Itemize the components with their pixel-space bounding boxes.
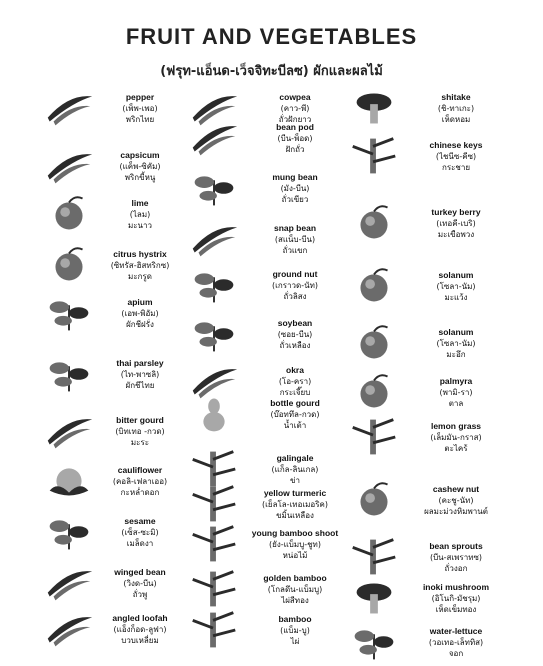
- snap-bean-icon: [185, 219, 243, 263]
- sesame-icon: [40, 512, 98, 556]
- english-name: snap bean: [273, 223, 317, 233]
- thai-name: ไผ่สีทอง: [281, 596, 309, 605]
- pronunciation: (วอเทอ-เล็ททิส): [428, 638, 484, 647]
- thai-name: ผักชีฝรั่ง: [126, 320, 154, 329]
- col3-entry: [411, 270, 501, 303]
- col3-entry: [411, 421, 501, 454]
- thai-name: กะหล่ำดอก: [120, 488, 160, 497]
- col2-entry: [250, 453, 340, 486]
- pronunciation: (ซิทรัส-ฮิสทริกซ): [110, 261, 170, 270]
- pronunciation: (เทอคี-เบริ): [436, 219, 476, 228]
- thai-name: ถั่วพู: [132, 590, 148, 599]
- col1-entry: [95, 92, 185, 125]
- pronunciation: (บีน-พ็อด): [277, 134, 313, 143]
- col2-entry: [250, 528, 340, 561]
- col2-entry: [250, 398, 340, 431]
- pepper-icon: [40, 88, 98, 132]
- thai-name: ถั่วงอก: [444, 564, 468, 573]
- col1-entry: [95, 249, 185, 282]
- english-name: solanum: [438, 327, 474, 337]
- pronunciation: (บิทเทอ -กวด): [115, 427, 165, 436]
- bamboo-icon: [185, 610, 243, 654]
- col2-entry: [250, 223, 340, 256]
- thai-name: เห็ดเข็มทอง: [435, 605, 477, 614]
- pronunciation: (แบ็ม-บู): [280, 626, 310, 635]
- col1-entry: [95, 516, 185, 549]
- pronunciation: (เล็มมัน-กราส): [430, 433, 482, 442]
- col1-entry: [95, 150, 185, 183]
- thai-name: ขมิ้นเหลือง: [276, 511, 314, 520]
- pronunciation: (แก็ล-ลินเกล): [271, 465, 319, 474]
- thai-parsley-icon: [40, 354, 98, 398]
- col2-entry: [250, 92, 340, 125]
- col1-entry: [95, 358, 185, 391]
- col3-entry: [411, 92, 501, 125]
- palmyra-icon: [345, 372, 403, 416]
- thai-name: น้ำเต้า: [283, 421, 307, 430]
- col2-entry: [250, 318, 340, 351]
- english-name: palmyra: [439, 376, 473, 386]
- thai-name: กระชาย: [441, 163, 471, 172]
- lemon-grass-icon: [345, 417, 403, 461]
- pronunciation: (ไลม): [129, 210, 151, 219]
- pronunciation: (แอ็งก็อด-ลูฟา): [113, 625, 167, 634]
- pronunciation: (คอลิ-เฟลาเออ): [112, 477, 168, 486]
- water-lettuce-icon: [345, 622, 403, 666]
- pronunciation: (ชิ-ทาเกะ): [437, 104, 475, 113]
- col3-entry: [411, 484, 501, 517]
- pronunciation: (โซลา-นัม): [436, 339, 476, 348]
- pronunciation: (เย็ลโล-เทอเมอริค): [262, 500, 328, 509]
- turkey-berry-icon: [345, 203, 403, 247]
- english-name: golden bamboo: [263, 573, 327, 583]
- thai-name: ไผ่: [290, 637, 300, 646]
- english-name: cauliflower: [117, 465, 163, 475]
- thai-name: ถั่วลิสง: [283, 292, 307, 301]
- english-name: apium: [127, 297, 153, 307]
- english-name: young bamboo shoot: [251, 528, 339, 538]
- col1-entry: [95, 297, 185, 330]
- winged-bean-icon: [40, 563, 98, 607]
- col2-entry: [250, 172, 340, 205]
- thai-name: ผลมะม่วงหิมพานต์: [424, 507, 488, 516]
- apium-icon: [40, 293, 98, 337]
- thai-name: พริกไทย: [125, 115, 155, 124]
- english-name: cowpea: [279, 92, 311, 102]
- thai-name: บวบเหลี่ยม: [121, 636, 159, 645]
- thai-name: มะเขือพวง: [437, 230, 475, 239]
- english-name: winged bean: [114, 567, 166, 577]
- thai-name: เมล็ดงา: [126, 539, 154, 548]
- english-name: mung bean: [272, 172, 318, 182]
- pronunciation: (มัง-บีน): [280, 184, 310, 193]
- thai-name: เห็ดหอม: [441, 115, 471, 124]
- english-name: capsicum: [120, 150, 160, 160]
- page-title: FRUIT AND VEGETABLES: [125, 24, 418, 49]
- col3-entry: [411, 626, 501, 659]
- english-name: yellow turmeric: [263, 488, 327, 498]
- pronunciation: (วิงด-บีน): [123, 579, 157, 588]
- lime-icon: [40, 194, 98, 238]
- cauliflower-icon: [40, 461, 98, 505]
- english-name: bottle gourd: [270, 398, 320, 408]
- col1-entry: [95, 613, 185, 646]
- thai-name: ถั่วแขก: [282, 246, 308, 255]
- bottle-gourd-icon: [185, 394, 243, 438]
- soybean-icon: [185, 314, 243, 358]
- pronunciation: (บ๊อททึล-กวด): [270, 410, 320, 419]
- col2-entry: [250, 365, 340, 398]
- english-name: bean pod: [276, 122, 314, 132]
- solanum-icon: [345, 266, 403, 310]
- thai-name: ผักชีไทย: [125, 381, 155, 390]
- thai-name: ตาล: [448, 399, 464, 408]
- english-name: soybean: [277, 318, 313, 328]
- cashew-icon: [345, 480, 403, 524]
- english-name: pepper: [125, 92, 155, 102]
- thai-name: มะนาว: [127, 221, 153, 230]
- col2-entry: [250, 269, 340, 302]
- col2-entry: [250, 122, 340, 155]
- thai-name: หน่อไม้: [282, 551, 308, 560]
- thai-name: ถั่วฝักยาว: [278, 115, 312, 124]
- pronunciation: (คาว-พี): [280, 104, 310, 113]
- pronunciation: (ไชนีซ-คีซ): [435, 152, 477, 161]
- capsicum-icon: [40, 146, 98, 190]
- english-name: bamboo: [278, 614, 312, 624]
- thai-name: ถั่วเขียว: [281, 195, 309, 204]
- english-name: chinese keys: [429, 140, 483, 150]
- pronunciation: (เซ็ส-ซะมิ): [121, 528, 159, 537]
- bitter-gourd-icon: [40, 411, 98, 455]
- col3-entry: [411, 582, 501, 615]
- pronunciation: (ซอย-บีน): [277, 330, 313, 339]
- english-name: galingale: [276, 453, 314, 463]
- col2-entry: [250, 614, 340, 647]
- english-name: lemon grass: [430, 421, 482, 431]
- english-name: thai parsley: [116, 358, 164, 368]
- thai-name: มะแว้ง: [444, 293, 468, 302]
- bamboo-shoot-icon: [185, 524, 243, 568]
- thai-name: มะกรูด: [128, 272, 152, 281]
- col2-entry: [250, 488, 340, 521]
- thai-name: กระเจี๊ยบ: [279, 388, 311, 397]
- col3-entry: [411, 376, 501, 409]
- turmeric-icon: [185, 484, 243, 528]
- col3-entry: [411, 327, 501, 360]
- col1-entry: [95, 198, 185, 231]
- col1-entry: [95, 465, 185, 498]
- thai-name: ข่า: [290, 476, 300, 485]
- pronunciation: (อิโนกิ-มัชรุม): [431, 594, 481, 603]
- pronunciation: (โกลดึน-แบ็มบู): [267, 585, 323, 594]
- thai-name: มะระ: [130, 438, 150, 447]
- pronunciation: (แค็พ-ซิคัม): [119, 162, 161, 171]
- english-name: bean sprouts: [429, 541, 483, 551]
- col1-entry: [95, 567, 185, 600]
- pronunciation: (โซลา-นัม): [436, 282, 476, 291]
- english-name: water-lettuce: [429, 626, 483, 636]
- golden-bamboo-icon: [185, 569, 243, 613]
- pronunciation: (โอ-ครา): [278, 377, 312, 386]
- ground-nut-icon: [185, 265, 243, 309]
- page-subtitle: (ฟรุท-แอ็นด-เว็จจิทะบีลซ) ผักและผลไม้: [160, 64, 383, 79]
- col2-entry: [250, 573, 340, 606]
- english-name: cashew nut: [432, 484, 480, 494]
- solanum-2-icon: [345, 323, 403, 367]
- pronunciation: (ไท-พาซลิ): [120, 370, 160, 379]
- col3-entry: [411, 140, 501, 173]
- mung-bean-icon: [185, 168, 243, 212]
- inoki-mushroom-icon: [345, 578, 403, 622]
- shitake-icon: [345, 88, 403, 132]
- thai-name: จอก: [448, 649, 464, 658]
- thai-name: ถั่วเหลือง: [279, 341, 311, 350]
- angled-loofah-icon: [40, 609, 98, 653]
- chinese-keys-icon: [345, 136, 403, 180]
- pronunciation: (บีน-สเพราทซ): [429, 553, 483, 562]
- citrus-hystrix-icon: [40, 245, 98, 289]
- col3-entry: [411, 541, 501, 574]
- thai-name: มะอึก: [446, 350, 466, 359]
- pronunciation: (เกราวด-นัท): [272, 281, 318, 290]
- english-name: angled loofah: [112, 613, 168, 623]
- bean-sprouts-icon: [345, 537, 403, 581]
- english-name: sesame: [124, 516, 156, 526]
- pronunciation: (พามิ-รา): [439, 388, 473, 397]
- pronunciation: (ยัง-แบ็มบู-ชูท): [269, 540, 321, 549]
- english-name: bitter gourd: [116, 415, 164, 425]
- col1-entry: [95, 415, 185, 448]
- pronunciation: (คะชู-นัท): [438, 496, 474, 505]
- col3-entry: [411, 207, 501, 240]
- thai-name: พริกขี้หนู: [124, 173, 156, 182]
- bean-pod-icon: [185, 118, 243, 162]
- english-name: citrus hystrix: [113, 249, 167, 259]
- thai-name: ตะไคร้: [444, 444, 468, 453]
- english-name: shitake: [441, 92, 471, 102]
- english-name: ground nut: [272, 269, 318, 279]
- english-name: inoki mushroom: [422, 582, 490, 592]
- pronunciation: (เอพ-พิอัม): [121, 309, 159, 318]
- english-name: okra: [286, 365, 304, 375]
- thai-name: ฝักถั่ว: [285, 145, 305, 154]
- english-name: lime: [131, 198, 149, 208]
- english-name: turkey berry: [431, 207, 481, 217]
- english-name: solanum: [438, 270, 474, 280]
- pronunciation: (สแน็บ-บีน): [274, 235, 316, 244]
- pronunciation: (เพ็พ-เพอ): [122, 104, 158, 113]
